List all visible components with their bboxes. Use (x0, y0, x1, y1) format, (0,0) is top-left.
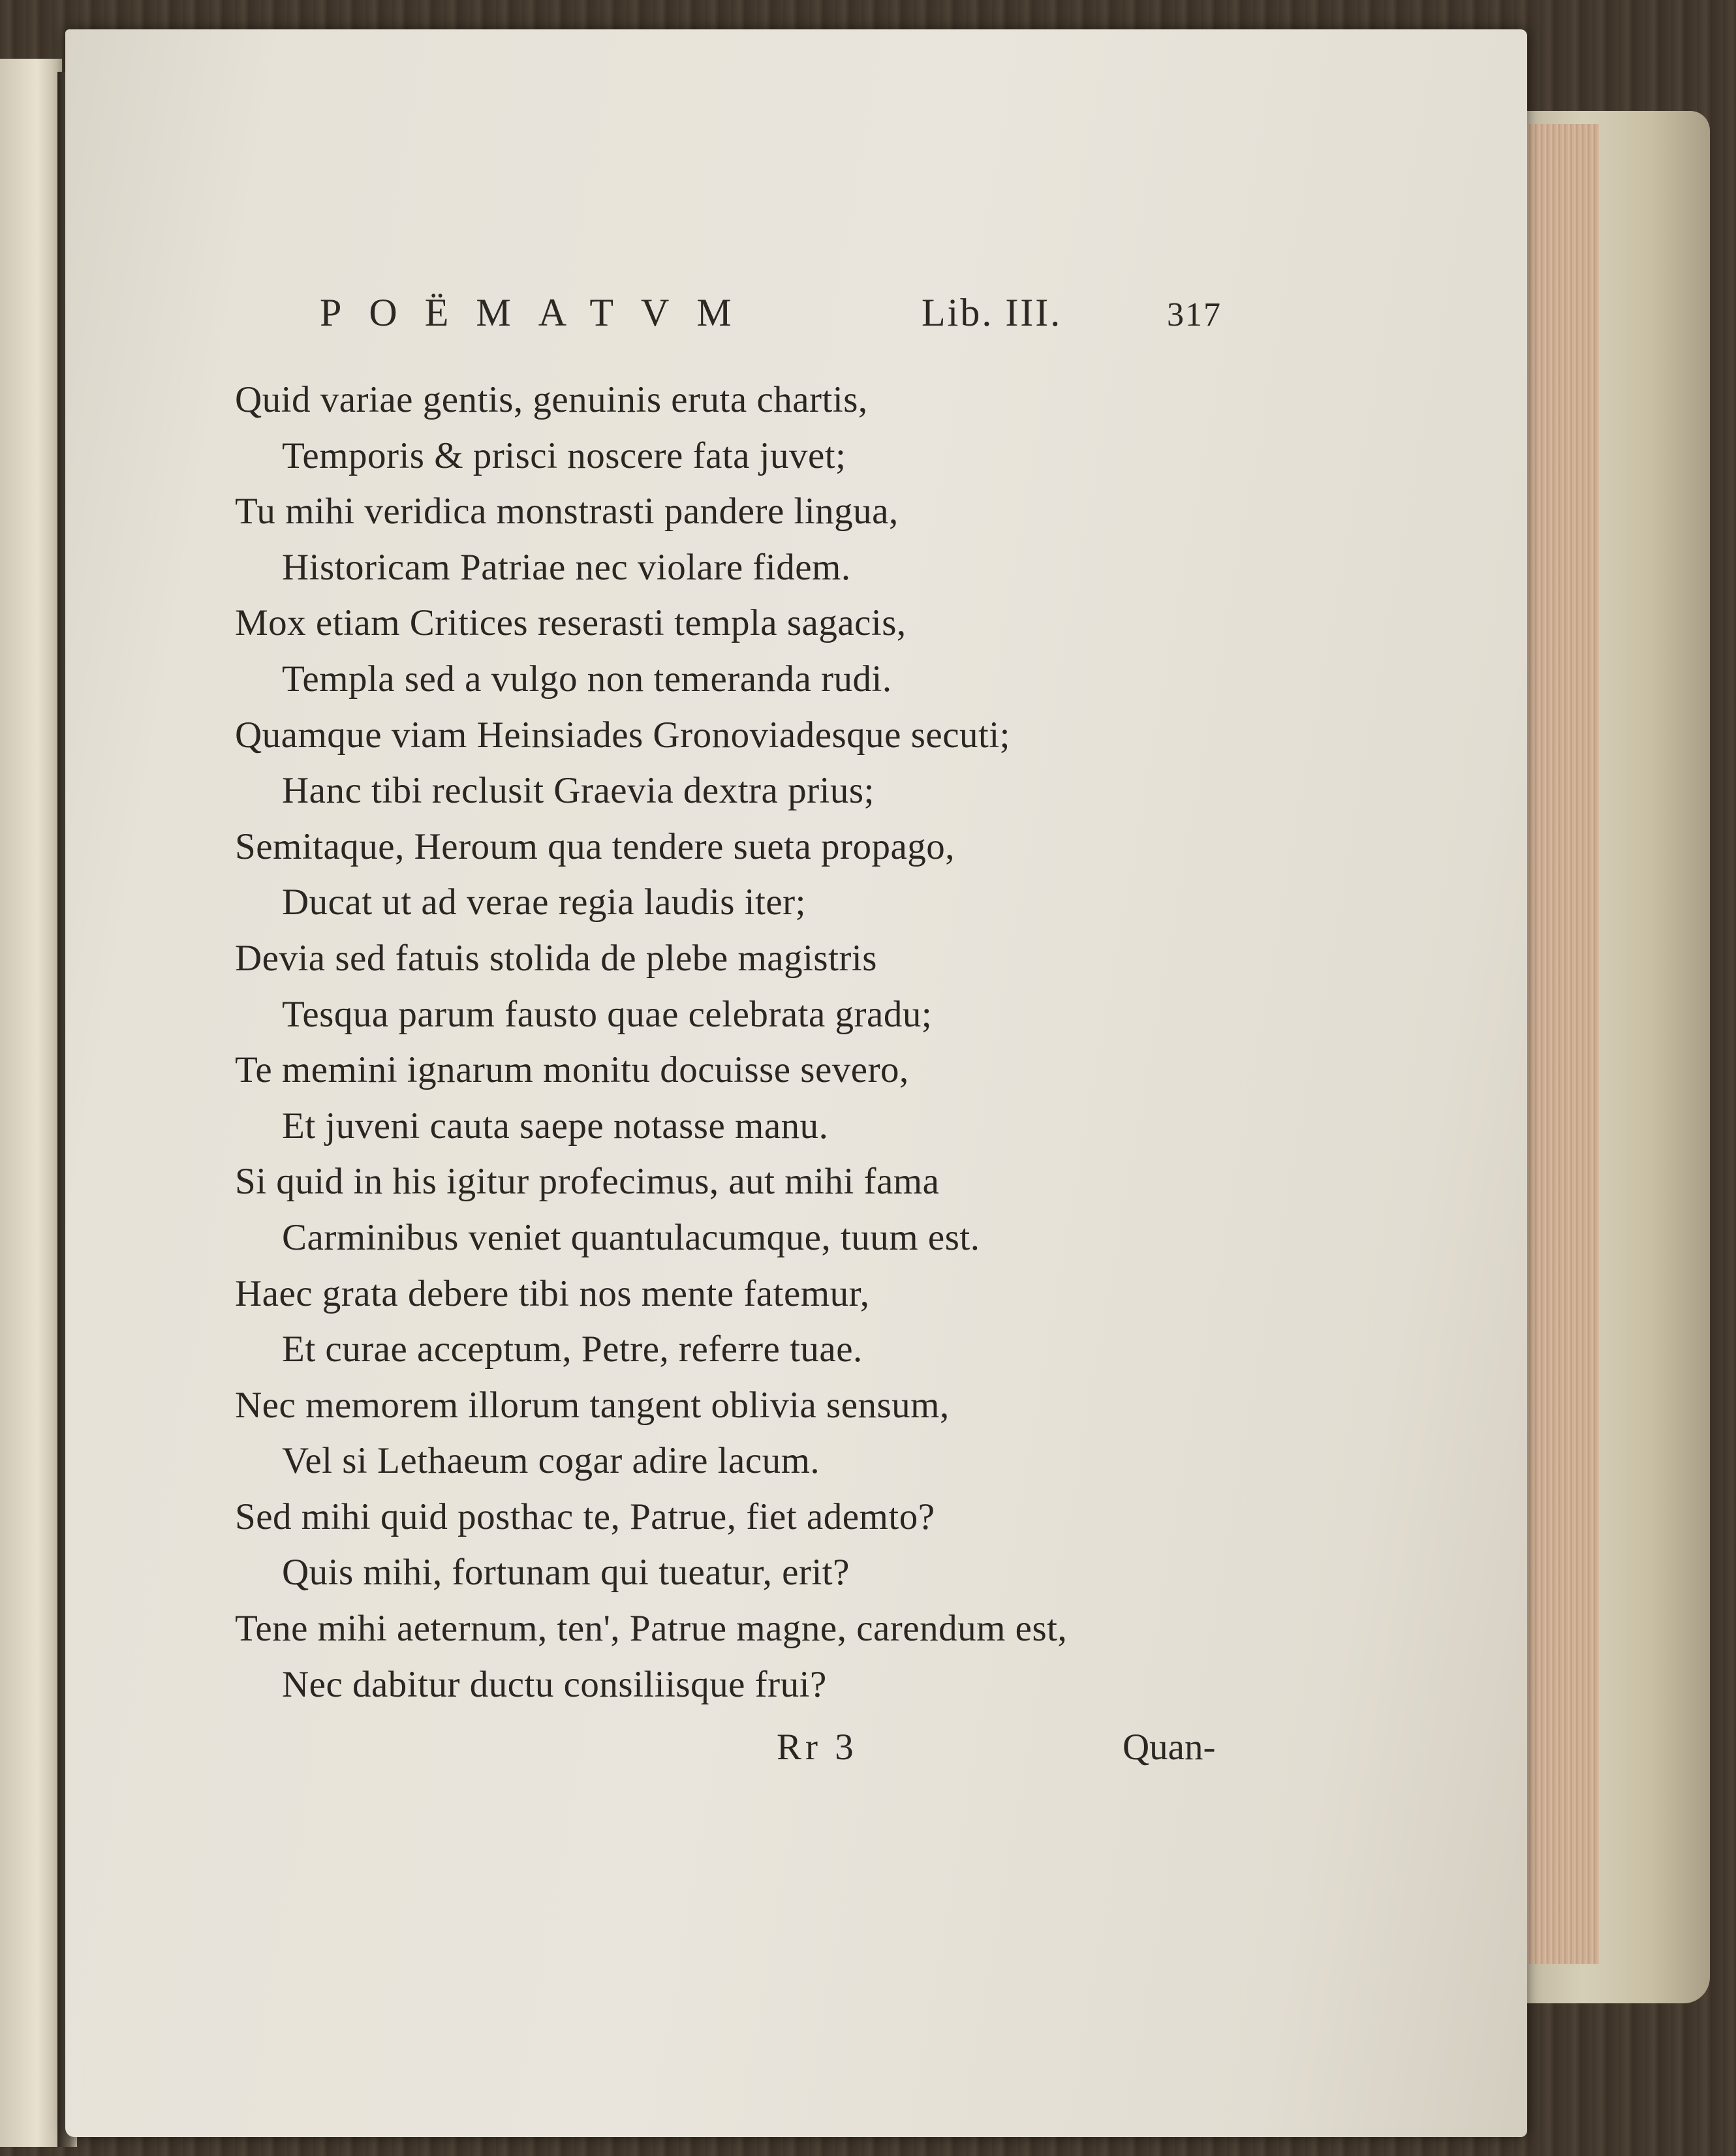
verse-line: Nec memorem illorum tangent oblivia sensum, (235, 1384, 950, 1426)
verse-line: Ducat ut ad verae regia laudis iter; (282, 882, 806, 923)
verse-line: Carminibus veniet quantulacumque, tuum est. (282, 1216, 980, 1258)
book-page (65, 29, 1527, 2137)
signature-mark: Rr 3 (777, 1727, 858, 1768)
verse-line: Tu mihi veridica monstrasti pandere lingua, (235, 491, 899, 532)
verse-line: Quis mihi, fortunam qui tueatur, erit? (282, 1552, 850, 1594)
verse-line: Tesqua parum fausto quae celebrata gradu; (282, 993, 933, 1035)
verse-line: Quamque viam Heinsiades Gronoviadesque secuti; (235, 714, 1011, 756)
verse-line: Haec grata debere tibi nos mente fatemur, (235, 1272, 870, 1314)
poem-text (235, 372, 1279, 1712)
verse-line: Si quid in his igitur profecimus, aut mihi fama (235, 1161, 940, 1203)
verse-line: Temporis & prisci noscere fata juvet; (282, 435, 846, 476)
verse-line: Hanc tibi reclusit Graevia dextra prius; (282, 770, 875, 812)
facing-page-edge (0, 59, 62, 2147)
page-number: 317 (1167, 296, 1222, 333)
verse-line: Quid variae gentis, genuinis eruta chartis, (235, 379, 868, 420)
verse-line: Et juveni cauta saepe notasse manu. (282, 1105, 829, 1147)
verse-line: Historicam Patriae nec violare fidem. (282, 546, 851, 588)
running-head-title: POËMATVM (320, 291, 759, 334)
running-head (255, 290, 1233, 336)
verse-line: Mox etiam Critices reserasti templa sagacis, (235, 602, 907, 644)
verse-line: Te memini ignarum monitu docuisse severo, (235, 1049, 909, 1091)
running-head-book: Lib. III. (922, 291, 1062, 334)
verse-line: Semitaque, Heroum qua tendere sueta propago, (235, 825, 955, 867)
verse-line: Sed mihi quid posthac te, Patrue, fiet ademto? (235, 1496, 935, 1537)
verse-line: Nec dabitur ductu consiliisque frui? (282, 1663, 827, 1705)
verse-line: Tene mihi aeternum, ten', Patrue magne, carendum est, (235, 1608, 1068, 1650)
verse-line: Vel si Lethaeum cogar adire lacum. (282, 1440, 820, 1482)
verse-line: Templa sed a vulgo non temeranda rudi. (282, 658, 892, 700)
verse-line: Devia sed fatuis stolida de plebe magistris (235, 937, 877, 979)
catchword: Quan- (1123, 1727, 1216, 1768)
verse-line: Et curae acceptum, Petre, referre tuae. (282, 1329, 863, 1370)
page-footer (235, 1726, 1247, 1778)
